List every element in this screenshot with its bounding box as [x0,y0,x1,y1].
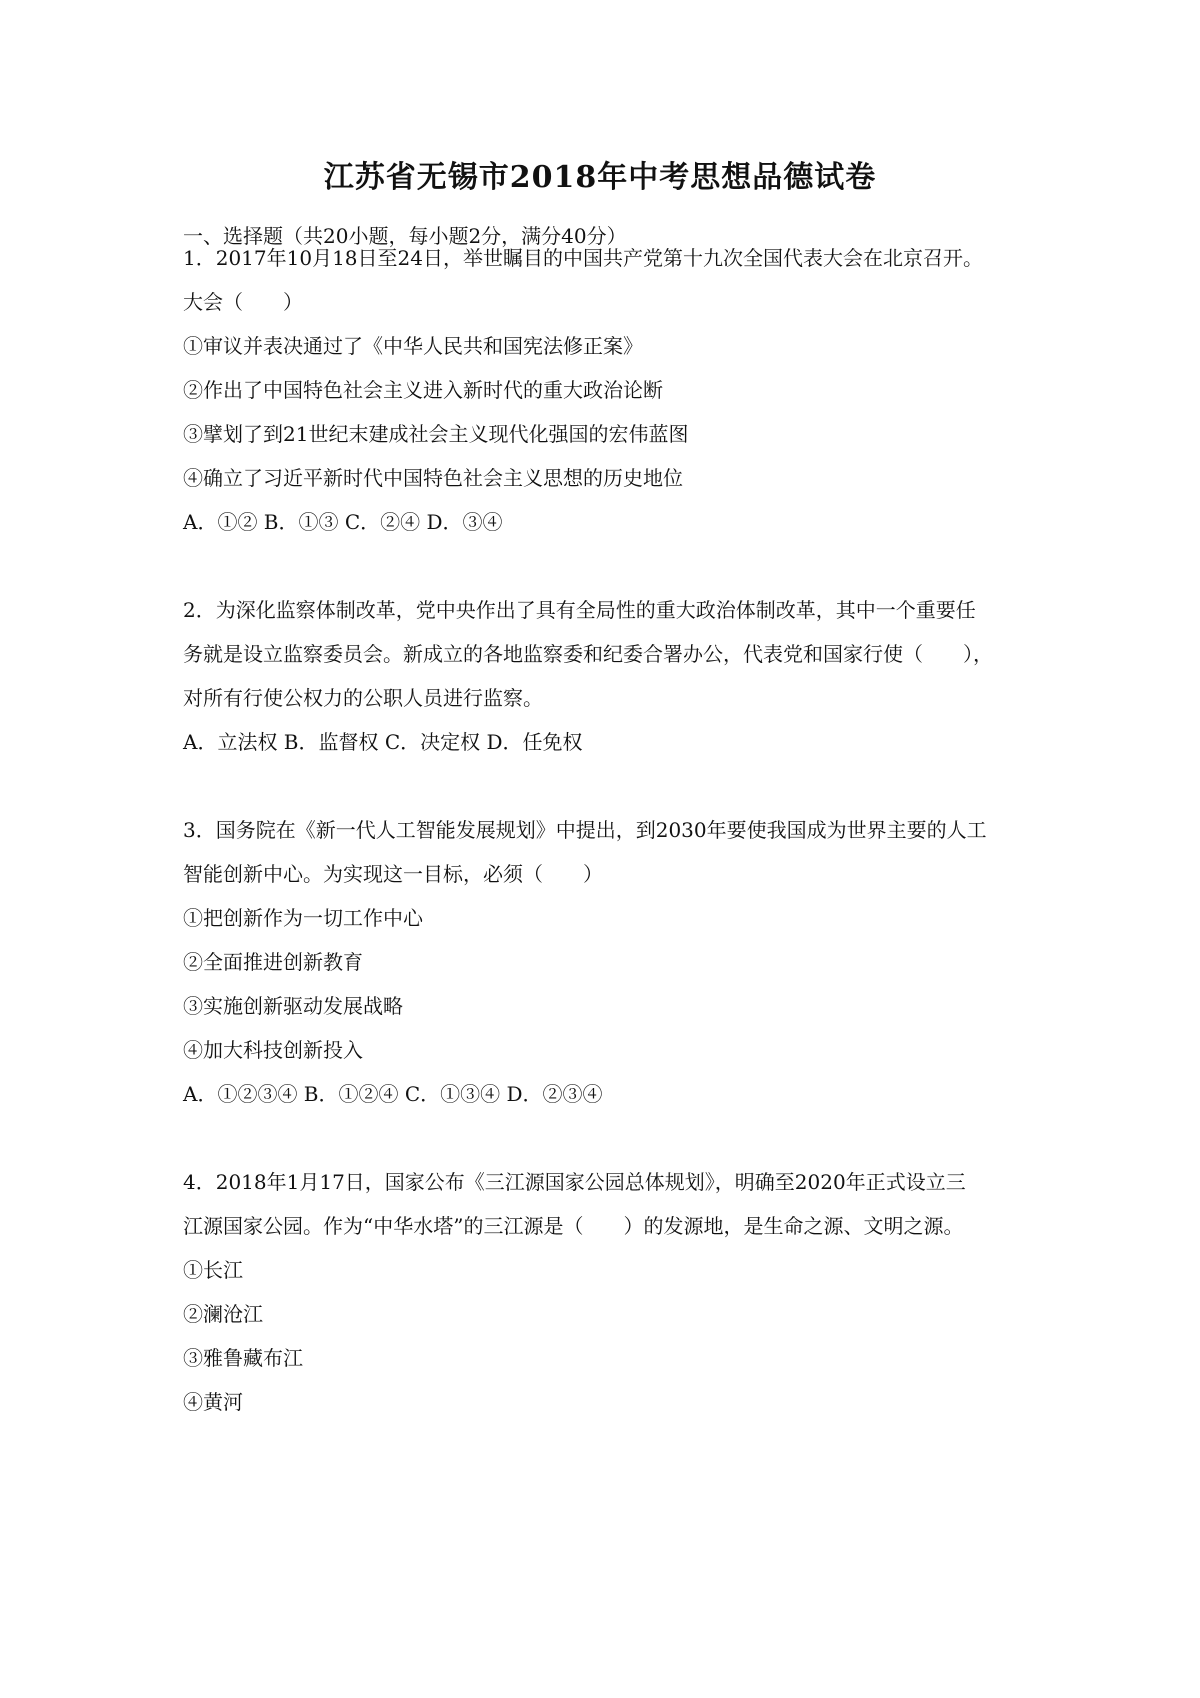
q1-option-3: ③擘划了到21世纪末建成社会主义现代化强国的宏伟蓝图 [183,422,689,446]
q1-answer-choices: A．①② B．①③ C．②④ D．③④ [183,510,503,534]
q3-option-4: ④加大科技创新投入 [183,1038,363,1062]
q4-option-4: ④黄河 [183,1390,243,1414]
q2-answer-choices: A．立法权 B．监督权 C．决定权 D．任免权 [183,730,583,754]
q1-option-1: ①审议并表决通过了《中华人民共和国宪法修正案》 [183,334,643,358]
q1-option-2: ②作出了中国特色社会主义进入新时代的重大政治论断 [183,378,663,402]
q3-stem-line-1: 3．国务院在《新一代人工智能发展规划》中提出，到2030年要使我国成为世界主要的人工 [183,818,987,842]
q4-option-1: ①长江 [183,1258,243,1282]
q1-option-4: ④确立了习近平新时代中国特色社会主义思想的历史地位 [183,466,683,490]
q3-option-1: ①把创新作为一切工作中心 [183,906,423,930]
q4-stem-line-2: 江源国家公园。作为“中华水塔”的三江源是（ ）的发源地，是生命之源、文明之源。 [183,1214,964,1238]
q4-option-2: ②澜沧江 [183,1302,263,1326]
q4-option-3: ③雅鲁藏布江 [183,1346,303,1370]
q2-stem-line-3: 对所有行使公权力的公职人员进行监察。 [183,686,543,710]
q1-stem-line-2: 大会（ ） [183,290,303,314]
q2-stem-line-2: 务就是设立监察委员会。新成立的各地监察委和纪委合署办公，代表党和国家行使（ ）， [183,642,993,666]
q4-stem-line-1: 4．2018年1月17日，国家公布《三江源国家公园总体规划》，明确至2020年正式设立三 [183,1170,966,1194]
q3-answer-choices: A．①②③④ B．①②④ C．①③④ D．②③④ [183,1082,603,1106]
q3-option-3: ③实施创新驱动发展战略 [183,994,403,1018]
q2-stem-line-1: 2．为深化监察体制改革，党中央作出了具有全局性的重大政治体制改革，其中一个重要任 [183,598,976,622]
q3-option-2: ②全面推进创新教育 [183,950,363,974]
page-title: 江苏省无锡市2018年中考思想品德试卷 [323,160,877,195]
section-heading: 一、选择题（共20小题，每小题2分，满分40分） [183,224,627,248]
q1-stem-line-1: 1．2017年10月18日至24日，举世瞩目的中国共产党第十九次全国代表大会在北京召开。 [183,246,983,270]
q3-stem-line-2: 智能创新中心。为实现这一目标，必须（ ） [183,862,603,886]
